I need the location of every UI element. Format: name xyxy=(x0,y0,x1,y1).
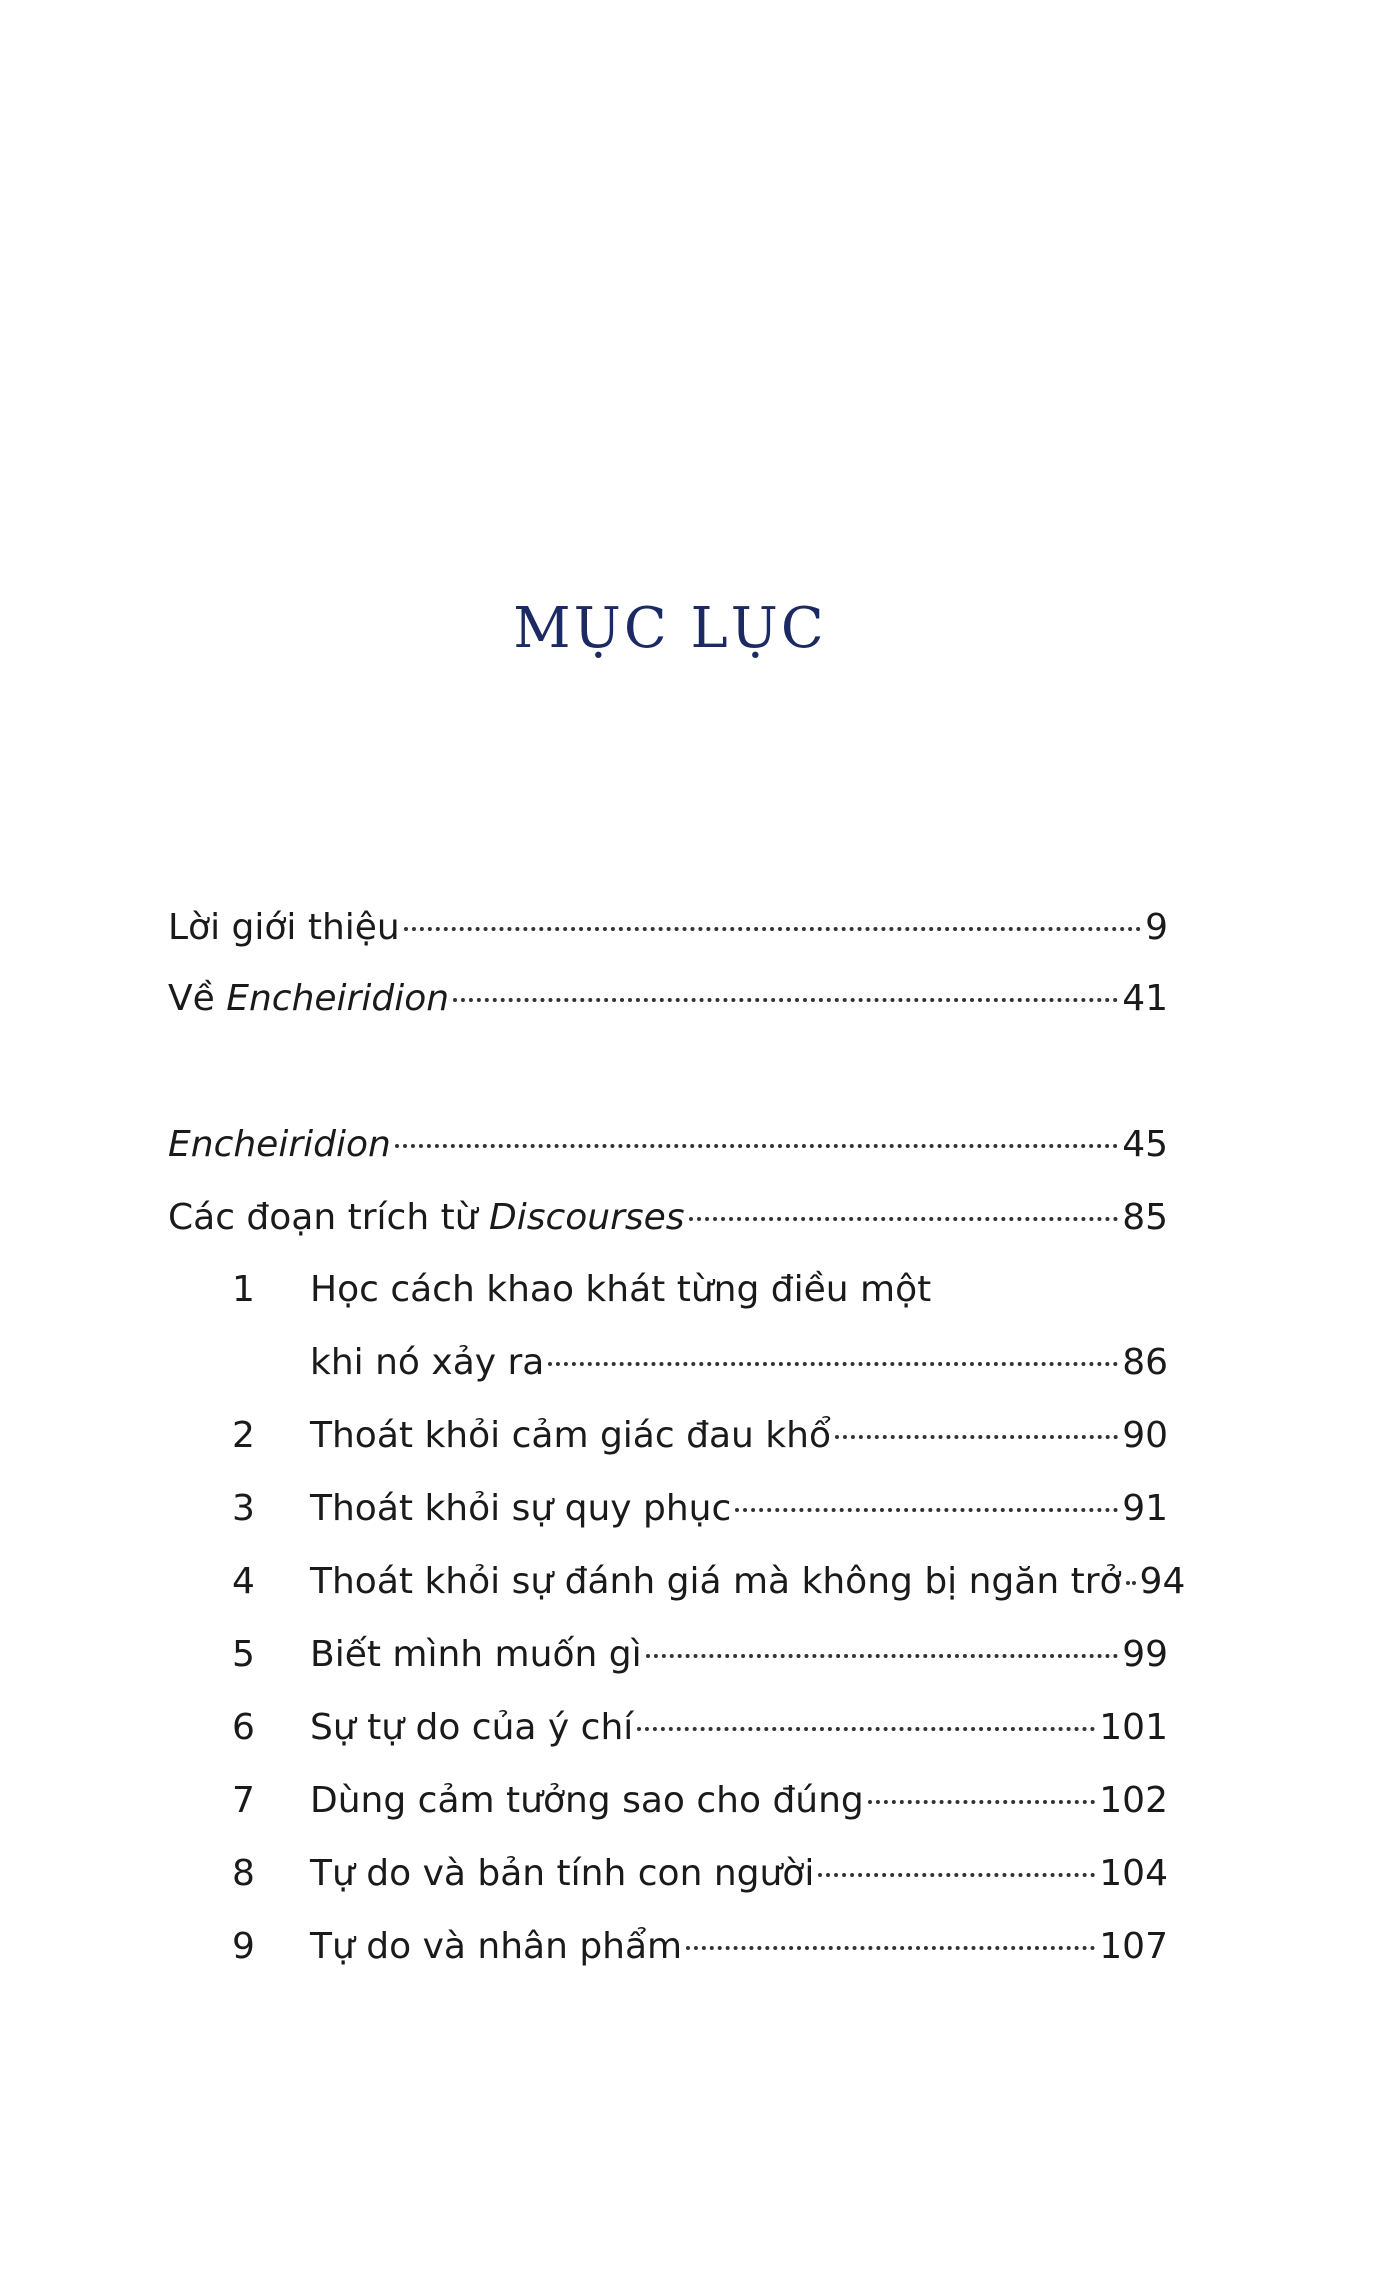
page-title: MỤC LỤC xyxy=(513,596,827,661)
leader-dots xyxy=(868,1800,1096,1804)
leader-dots xyxy=(395,1144,1118,1148)
chapter-label: Thoát khỏi cảm giác đau khổ xyxy=(310,1415,831,1456)
toc-chapter[interactable] xyxy=(232,1846,1168,1902)
chapter-number: 7 xyxy=(232,1780,255,1821)
entry-label: Các đoạn trích từ Discourses xyxy=(168,1197,685,1238)
toc-chapter[interactable] xyxy=(232,1627,1168,1683)
toc-chapter[interactable] xyxy=(232,1481,1168,1537)
toc-entry[interactable] xyxy=(168,1190,1168,1246)
chapter-label-continued: khi nó xảy ra xyxy=(310,1342,545,1383)
toc-chapter[interactable] xyxy=(232,1262,1168,1318)
chapter-number: 5 xyxy=(232,1634,255,1675)
chapter-label: Học cách khao khát từng điều một xyxy=(310,1269,932,1310)
entry-label: Về Encheiridion xyxy=(168,978,450,1019)
page-number: 102 xyxy=(1099,1780,1168,1821)
leader-dots xyxy=(453,998,1118,1002)
chapter-number: 8 xyxy=(232,1853,255,1894)
entry-label: Encheiridion xyxy=(168,1124,391,1165)
entry-label: Lời giới thiệu xyxy=(168,907,400,948)
page-number: 99 xyxy=(1122,1634,1168,1675)
page-number: 86 xyxy=(1122,1342,1168,1383)
chapter-number: 1 xyxy=(232,1269,255,1310)
page-number: 90 xyxy=(1122,1415,1168,1456)
chapter-label: Sự tự do của ý chí xyxy=(310,1707,634,1748)
page-number: 45 xyxy=(1122,1124,1168,1165)
leader-dots xyxy=(689,1217,1119,1221)
toc-chapter[interactable] xyxy=(232,1919,1168,1975)
chapter-number: 4 xyxy=(232,1561,255,1602)
leader-dots xyxy=(835,1435,1118,1439)
leader-dots xyxy=(548,1362,1118,1366)
leader-dots xyxy=(1126,1581,1136,1585)
leader-dots xyxy=(686,1946,1095,1950)
page-number: 101 xyxy=(1099,1707,1168,1748)
chapter-number: 9 xyxy=(232,1926,255,1967)
chapter-number: 2 xyxy=(232,1415,255,1456)
toc-chapter[interactable] xyxy=(232,1408,1168,1464)
leader-dots xyxy=(818,1873,1095,1877)
chapter-label: Dùng cảm tưởng sao cho đúng xyxy=(310,1780,864,1821)
leader-dots xyxy=(637,1727,1095,1731)
page-number: 94 xyxy=(1139,1561,1186,1602)
leader-dots xyxy=(735,1508,1118,1512)
leader-dots xyxy=(404,927,1141,931)
page-number: 104 xyxy=(1099,1853,1168,1894)
page-number: 41 xyxy=(1122,978,1168,1019)
page-number: 85 xyxy=(1122,1197,1168,1238)
page-number: 107 xyxy=(1099,1926,1168,1967)
toc-entry[interactable] xyxy=(168,1117,1168,1173)
page-number: 91 xyxy=(1122,1488,1168,1529)
page-number: 9 xyxy=(1145,907,1168,948)
toc-chapter-continuation[interactable] xyxy=(310,1335,1168,1391)
chapter-label: Tự do và bản tính con người xyxy=(310,1853,815,1894)
toc-entry[interactable] xyxy=(168,971,1168,1027)
toc-chapter[interactable] xyxy=(232,1554,1186,1610)
toc-chapter[interactable] xyxy=(232,1700,1168,1756)
toc-entry[interactable] xyxy=(168,900,1168,956)
chapter-label: Thoát khỏi sự đánh giá mà không bị ngăn trở xyxy=(310,1561,1122,1602)
leader-dots xyxy=(646,1654,1119,1658)
chapter-number: 3 xyxy=(232,1488,255,1529)
chapter-label: Thoát khỏi sự quy phục xyxy=(310,1488,732,1529)
chapter-label: Tự do và nhân phẩm xyxy=(310,1926,683,1967)
toc-chapter[interactable] xyxy=(232,1773,1168,1829)
chapter-label: Biết mình muốn gì xyxy=(310,1634,642,1675)
chapter-number: 6 xyxy=(232,1707,255,1748)
